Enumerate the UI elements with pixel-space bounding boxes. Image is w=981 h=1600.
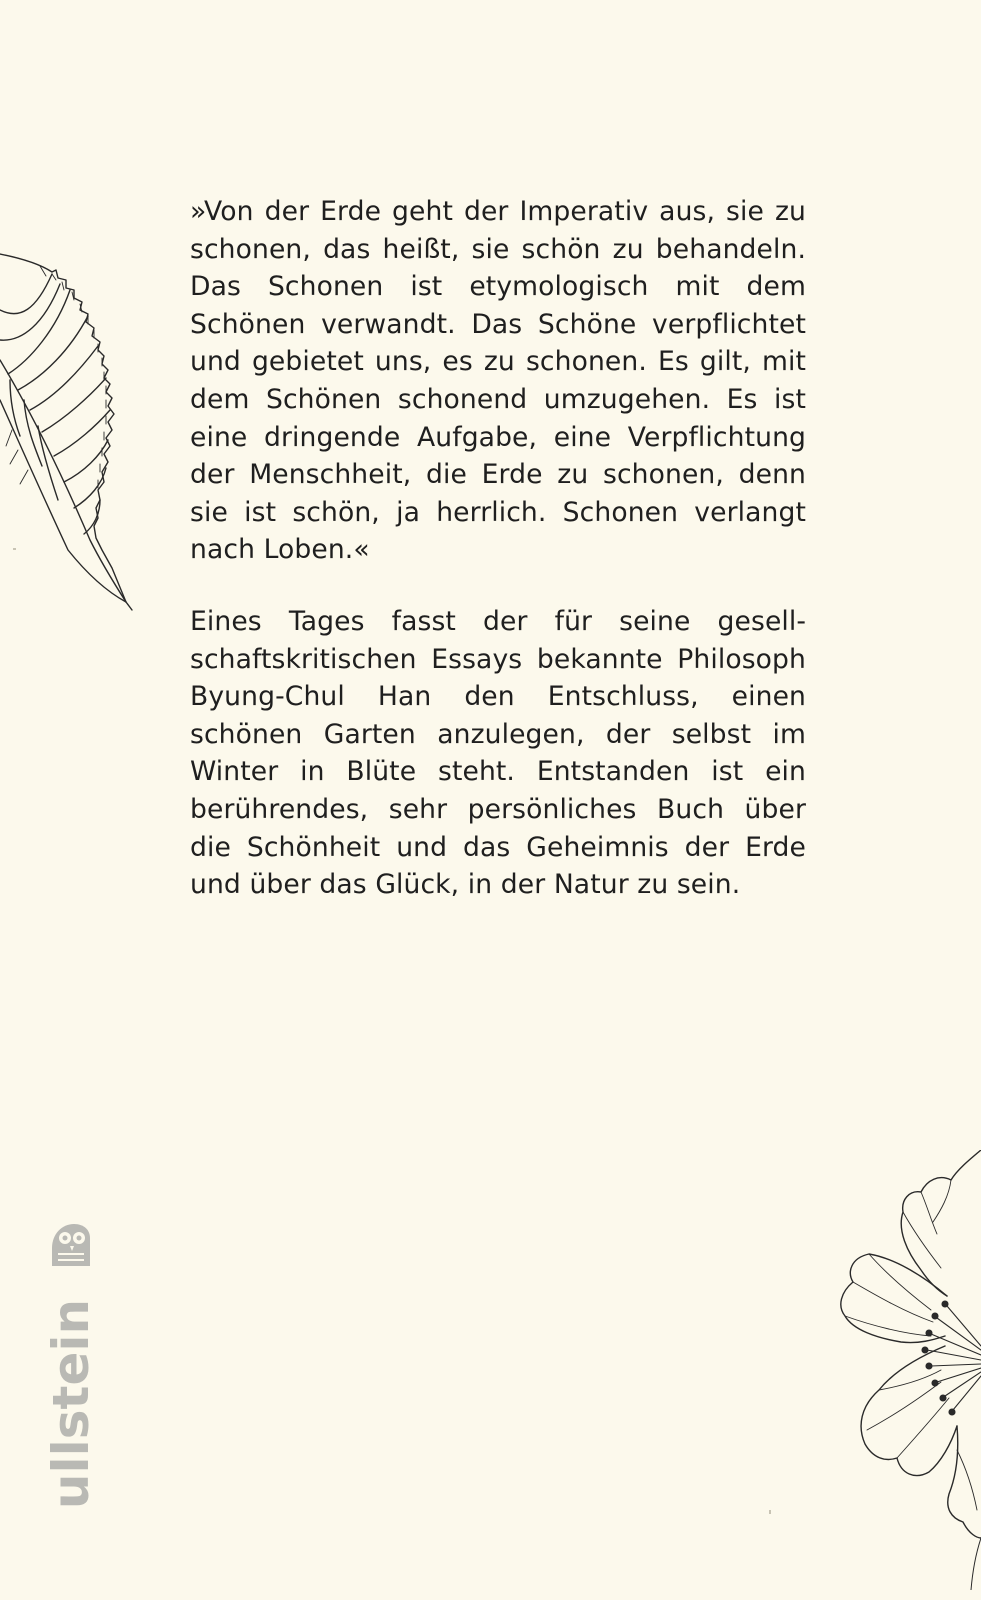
petal [901,1150,981,1296]
leaf-vein [0,284,60,340]
quote-paragraph: »Von der Erde geht der Imperativ aus, sie zu schonen, das heißt, sie schön zu behandeln. Das Schonen ist etymologisch mit dem Schönen verwandt. Das Schöne verpflichtet und gebietet uns, es zu schonen. Es gilt, mit dem Schönen schonend umzugehen. Es ist eine dringende Aufgabe, eine Verpflichtung der Menschheit, die Erde zu schonen, denn sie ist schön, ja herrlich. Schonen verlangt nach Loben.« [190,196,806,566]
blurb-text [190,193,806,904]
leaf-vein [30,346,98,410]
blossom-illustration [781,1150,981,1590]
leaf-vein [74,468,106,508]
leaf-illustration [0,250,140,630]
stem [971,1538,981,1590]
leaf-midrib [0,360,126,602]
description-paragraph: Eines Tages fasst der für seine gesellschaftskritischen Essays bekannte Philosoph Byung-Chul Han den Entschluss, einen schönen Garten anzulegen, der selbst im Winter in Blüte steht. Entstanden ist ein berührendes, sehr persönliches Buch über die Schönheit und das Geheimnis der Erde und über das Glück, in der Natur zu sein. [190,605,806,901]
leaf-vein [8,290,70,374]
print-speck [13,548,16,550]
publisher-logo [42,1218,100,1548]
leaf-vein [0,274,52,314]
leaf-outline [0,254,132,610]
petal [948,1426,981,1538]
publisher-name: ullstein [42,1298,100,1510]
print-speck [769,1510,771,1514]
petal [841,1254,947,1343]
stamens [922,1301,981,1415]
leaf-vein [10,380,20,436]
owl-logo-icon [48,1218,94,1270]
